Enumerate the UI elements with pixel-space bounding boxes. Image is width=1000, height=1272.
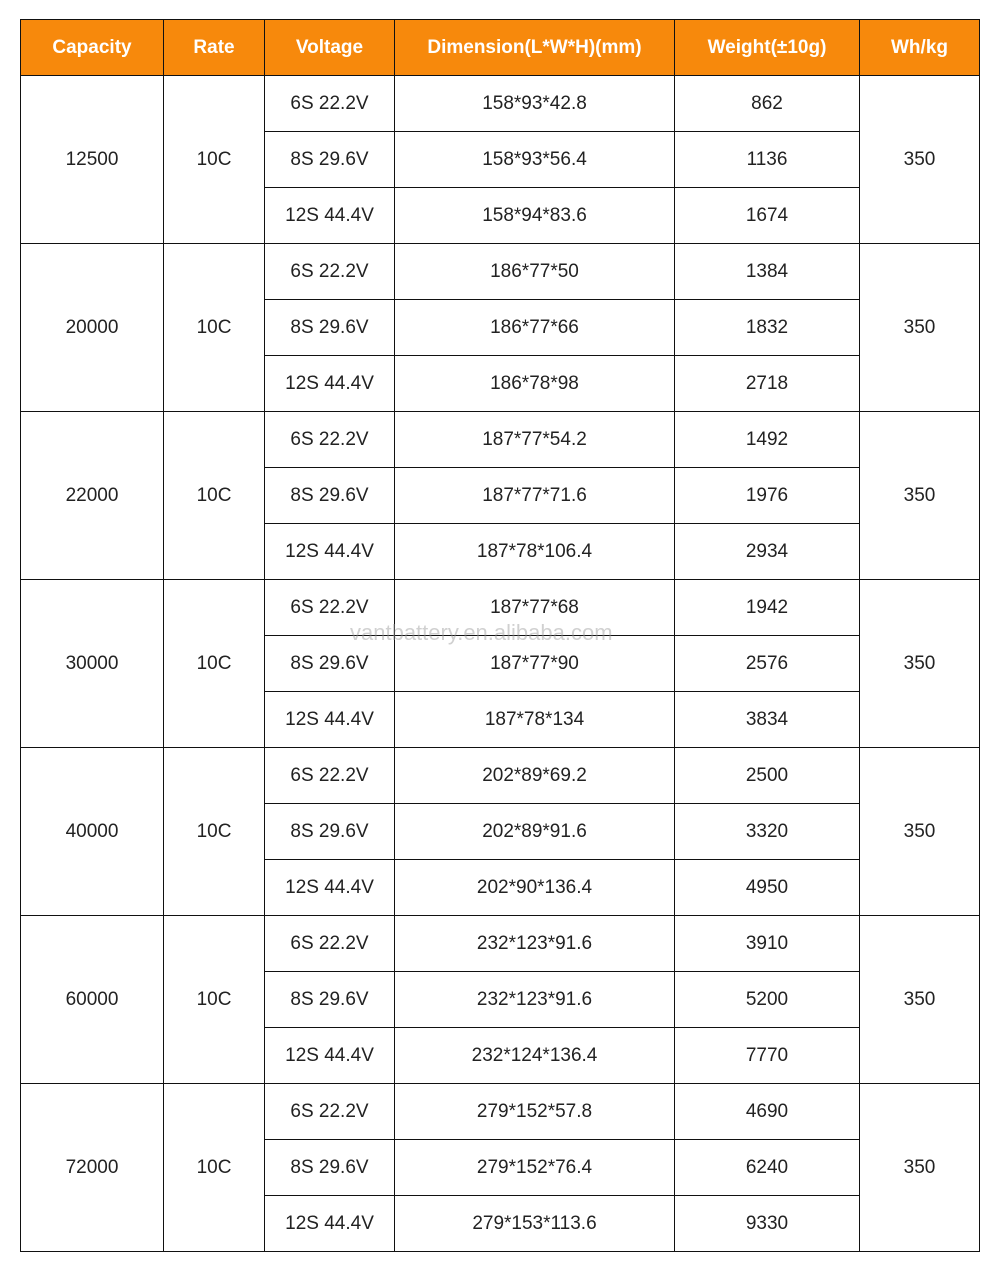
weight-cell: 9330 [675, 1196, 860, 1252]
dimension-cell: 187*77*71.6 [395, 468, 675, 524]
weight-cell: 1492 [675, 412, 860, 468]
voltage-cell: 6S 22.2V [265, 916, 395, 972]
table-body [21, 76, 980, 1252]
whkg-cell: 350 [860, 244, 980, 412]
capacity-cell: 60000 [21, 916, 164, 1084]
capacity-cell: 40000 [21, 748, 164, 916]
dimension-cell: 187*78*134 [395, 692, 675, 748]
dimension-cell: 158*94*83.6 [395, 188, 675, 244]
voltage-cell: 8S 29.6V [265, 804, 395, 860]
whkg-cell: 350 [860, 412, 980, 580]
dimension-cell: 202*90*136.4 [395, 860, 675, 916]
rate-cell: 10C [164, 1084, 265, 1252]
rate-cell: 10C [164, 76, 265, 244]
dimension-cell: 232*123*91.6 [395, 972, 675, 1028]
dimension-cell: 186*77*50 [395, 244, 675, 300]
voltage-cell: 6S 22.2V [265, 1084, 395, 1140]
table-row [21, 748, 980, 804]
table-row [21, 1084, 980, 1140]
dimension-cell: 158*93*42.8 [395, 76, 675, 132]
whkg-cell: 350 [860, 1084, 980, 1252]
weight-cell: 862 [675, 76, 860, 132]
weight-cell: 1384 [675, 244, 860, 300]
table-row [21, 76, 980, 132]
dimension-cell: 232*124*136.4 [395, 1028, 675, 1084]
voltage-cell: 8S 29.6V [265, 468, 395, 524]
header-dimension: Dimension(L*W*H)(mm) [395, 20, 675, 76]
dimension-cell: 279*152*76.4 [395, 1140, 675, 1196]
header-capacity: Capacity [21, 20, 164, 76]
voltage-cell: 8S 29.6V [265, 636, 395, 692]
weight-cell: 4690 [675, 1084, 860, 1140]
voltage-cell: 6S 22.2V [265, 580, 395, 636]
weight-cell: 2718 [675, 356, 860, 412]
dimension-cell: 158*93*56.4 [395, 132, 675, 188]
voltage-cell: 6S 22.2V [265, 748, 395, 804]
capacity-cell: 20000 [21, 244, 164, 412]
weight-cell: 1674 [675, 188, 860, 244]
table-row [21, 916, 980, 972]
dimension-cell: 187*77*68 [395, 580, 675, 636]
weight-cell: 4950 [675, 860, 860, 916]
voltage-cell: 12S 44.4V [265, 188, 395, 244]
weight-cell: 6240 [675, 1140, 860, 1196]
voltage-cell: 12S 44.4V [265, 524, 395, 580]
whkg-cell: 350 [860, 580, 980, 748]
header-weight: Weight(±10g) [675, 20, 860, 76]
weight-cell: 1832 [675, 300, 860, 356]
dimension-cell: 202*89*69.2 [395, 748, 675, 804]
dimension-cell: 232*123*91.6 [395, 916, 675, 972]
dimension-cell: 186*77*66 [395, 300, 675, 356]
whkg-cell: 350 [860, 916, 980, 1084]
dimension-cell: 187*77*90 [395, 636, 675, 692]
capacity-cell: 12500 [21, 76, 164, 244]
voltage-cell: 8S 29.6V [265, 300, 395, 356]
voltage-cell: 6S 22.2V [265, 244, 395, 300]
dimension-cell: 202*89*91.6 [395, 804, 675, 860]
rate-cell: 10C [164, 580, 265, 748]
voltage-cell: 12S 44.4V [265, 692, 395, 748]
dimension-cell: 279*152*57.8 [395, 1084, 675, 1140]
whkg-cell: 350 [860, 76, 980, 244]
dimension-cell: 187*77*54.2 [395, 412, 675, 468]
voltage-cell: 8S 29.6V [265, 972, 395, 1028]
weight-cell: 2934 [675, 524, 860, 580]
voltage-cell: 8S 29.6V [265, 1140, 395, 1196]
voltage-cell: 6S 22.2V [265, 76, 395, 132]
weight-cell: 2500 [675, 748, 860, 804]
weight-cell: 1976 [675, 468, 860, 524]
table-row [21, 580, 980, 636]
weight-cell: 3320 [675, 804, 860, 860]
capacity-cell: 22000 [21, 412, 164, 580]
weight-cell: 7770 [675, 1028, 860, 1084]
dimension-cell: 186*78*98 [395, 356, 675, 412]
rate-cell: 10C [164, 412, 265, 580]
voltage-cell: 12S 44.4V [265, 356, 395, 412]
header-voltage: Voltage [265, 20, 395, 76]
weight-cell: 2576 [675, 636, 860, 692]
rate-cell: 10C [164, 916, 265, 1084]
rate-cell: 10C [164, 244, 265, 412]
weight-cell: 1136 [675, 132, 860, 188]
header-whkg: Wh/kg [860, 20, 980, 76]
table-row [21, 412, 980, 468]
watermark: vantbattery.en.alibaba.com [350, 620, 613, 645]
weight-cell: 3910 [675, 916, 860, 972]
dimension-cell: 187*78*106.4 [395, 524, 675, 580]
voltage-cell: 12S 44.4V [265, 1196, 395, 1252]
capacity-cell: 72000 [21, 1084, 164, 1252]
header-row [21, 20, 980, 76]
header-rate: Rate [164, 20, 265, 76]
dimension-cell: 279*153*113.6 [395, 1196, 675, 1252]
whkg-cell: 350 [860, 748, 980, 916]
weight-cell: 3834 [675, 692, 860, 748]
voltage-cell: 6S 22.2V [265, 412, 395, 468]
table-row [21, 244, 980, 300]
rate-cell: 10C [164, 748, 265, 916]
voltage-cell: 8S 29.6V [265, 132, 395, 188]
weight-cell: 5200 [675, 972, 860, 1028]
voltage-cell: 12S 44.4V [265, 1028, 395, 1084]
voltage-cell: 12S 44.4V [265, 860, 395, 916]
capacity-cell: 30000 [21, 580, 164, 748]
battery-spec-table [20, 19, 980, 1252]
weight-cell: 1942 [675, 580, 860, 636]
